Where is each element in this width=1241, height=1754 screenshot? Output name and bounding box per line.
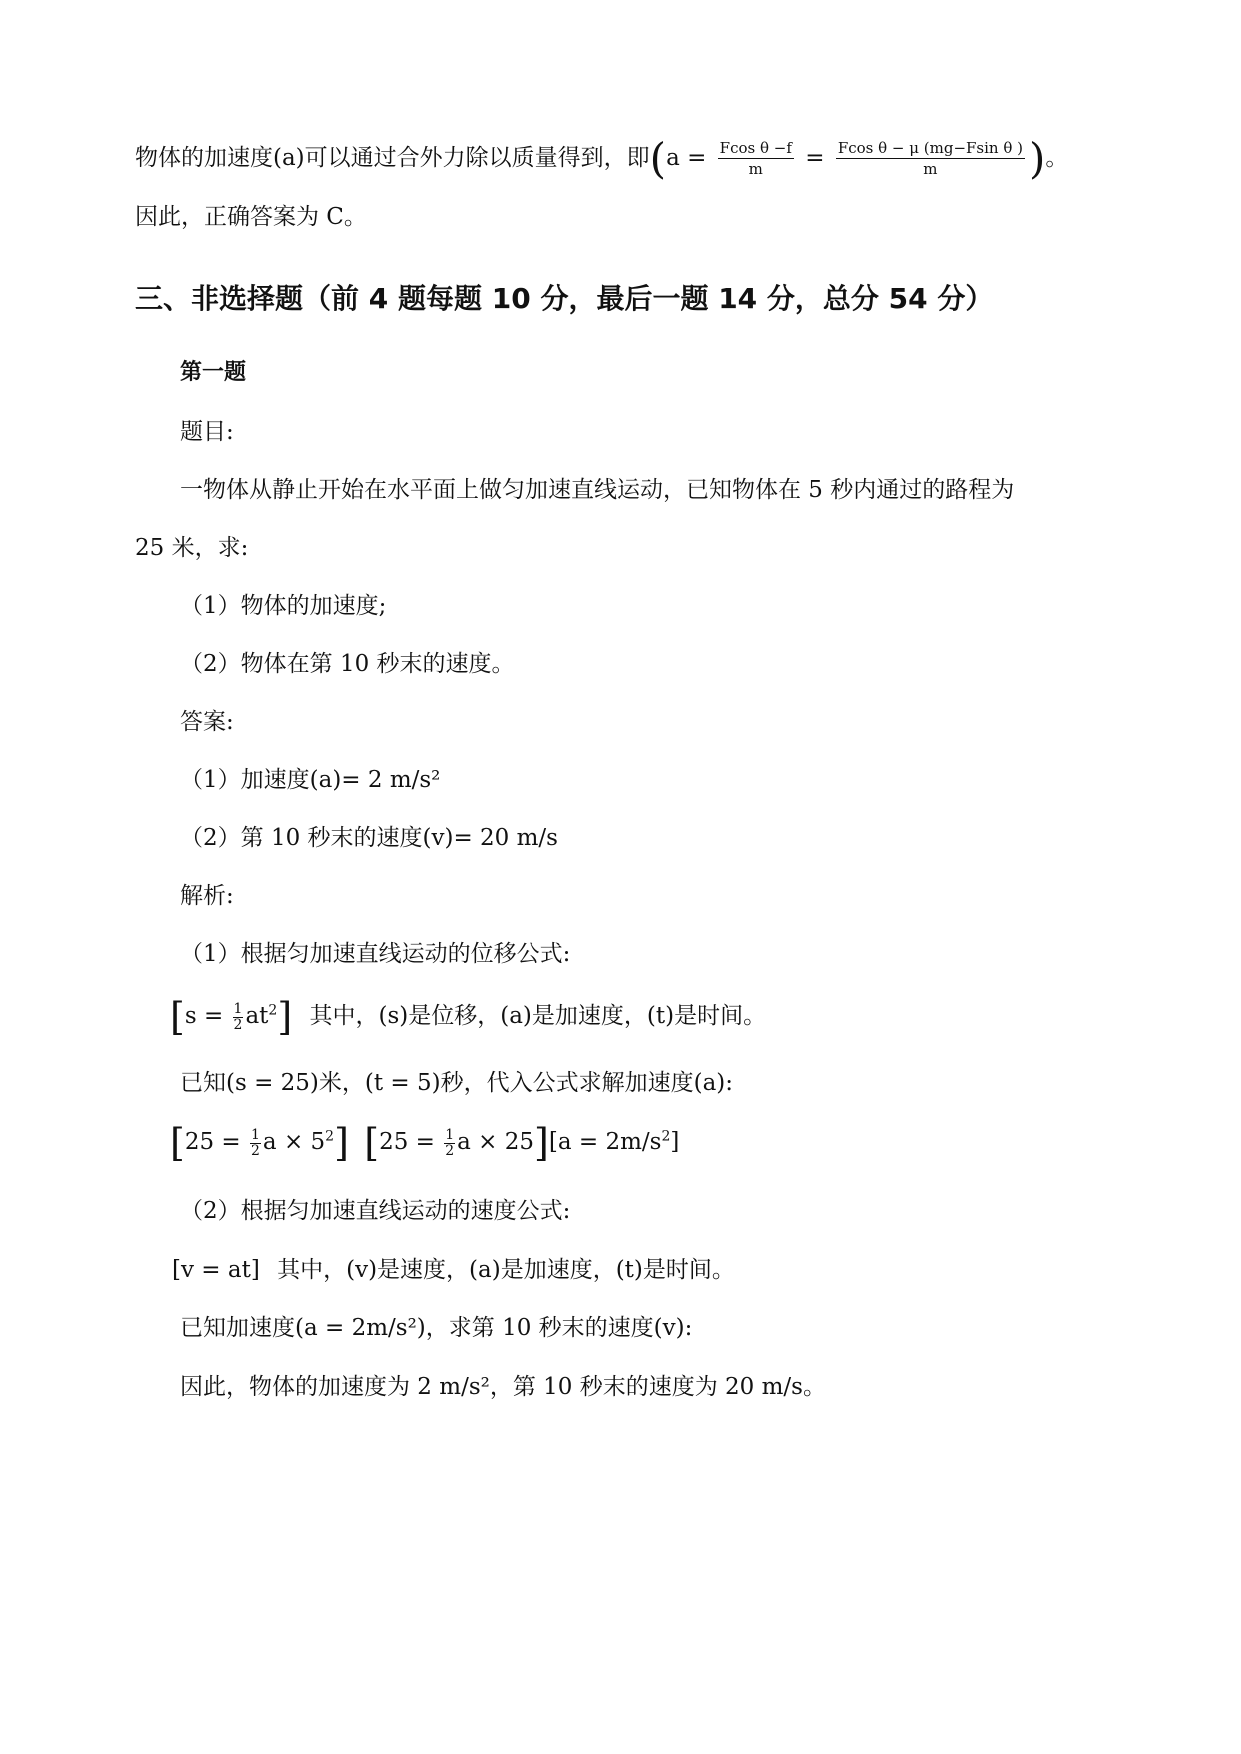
formula-velocity bbox=[172, 1259, 735, 1282]
label-analysis: 解析: bbox=[180, 883, 234, 909]
left-paren: ( bbox=[649, 134, 667, 183]
formula3-description: 其中，(v)是速度，(a)是加速度，(t)是时间。 bbox=[277, 1257, 735, 1283]
f2a-lhs: 25 = bbox=[184, 1129, 241, 1155]
fraction-2 bbox=[836, 141, 1025, 177]
f2c: [a = 2m/s bbox=[548, 1129, 662, 1155]
fraction-1 bbox=[718, 141, 794, 177]
para-acceleration-formula bbox=[135, 134, 1069, 183]
half-fraction bbox=[233, 1002, 244, 1032]
conclusion: 因此，物体的加速度为 2 m/s²，第 10 秒末的速度为 20 m/s。 bbox=[180, 1374, 826, 1400]
label-answer: 答案: bbox=[180, 709, 234, 735]
analysis-step-2: （2）根据匀加速直线运动的速度公式: bbox=[180, 1198, 571, 1224]
fraction-2-denominator: m bbox=[923, 160, 938, 178]
formula3: [v = at] bbox=[172, 1257, 260, 1283]
bracket-left: [ bbox=[170, 995, 185, 1039]
formula-substitution: [25 = $\frac{1}{2}$ $a \times 5^2$] [25 = $\frac{1}{2}$ $a \times 25][a = 2m/s^2]$ bbox=[170, 1121, 680, 1165]
known-values-1: 已知(s = 25)米，(t = 5)秒，代入公式求解加速度(a): bbox=[180, 1070, 734, 1096]
section-title: 三、非选择题（前 4 题每题 10 分，最后一题 14 分，总分 54 分） bbox=[135, 282, 994, 315]
question-title: 第一题 bbox=[180, 360, 247, 385]
f2a-rhs: a × 5 bbox=[262, 1129, 326, 1155]
fraction-1-numerator: Fcos θ −f bbox=[719, 139, 792, 157]
fraction-1-denominator: m bbox=[748, 160, 763, 178]
half-numerator: 1 bbox=[233, 1000, 243, 1017]
question-text-line1: 一物体从静止开始在水平面上做匀加速直线运动，已知物体在 5 秒内通过的路程为 bbox=[180, 477, 1015, 503]
formula1-lhs: s = bbox=[184, 1003, 224, 1029]
sub-question-1: （1）物体的加速度; bbox=[180, 593, 387, 619]
f2b-rhs: a × 25 bbox=[457, 1129, 535, 1155]
para-answer-c: 因此，正确答案为 C。 bbox=[135, 204, 367, 230]
bracket-left-2b: [ bbox=[364, 1121, 380, 1165]
formula1-rhs: at bbox=[245, 1003, 269, 1029]
half-fraction-2b: $\frac{1}{2}$ bbox=[445, 1126, 455, 1159]
a-equals: a = bbox=[666, 145, 707, 171]
para1-suffix: 。 bbox=[1045, 145, 1069, 171]
para1-prefix: 物体的加速度(a)可以通过合外力除以质量得到，即 bbox=[135, 145, 650, 171]
known-values-2: 已知加速度(a = 2m/s²)，求第 10 秒末的速度(v): bbox=[180, 1315, 693, 1341]
bracket-left-2a: [ bbox=[170, 1121, 185, 1165]
bracket-right-2b: ] bbox=[534, 1121, 549, 1165]
bracket-right: ] bbox=[277, 995, 293, 1039]
question-text-line2: 25 米，求: bbox=[135, 535, 249, 561]
formula1-description: 其中，(s)是位移，(a)是加速度，(t)是时间。 bbox=[309, 1003, 767, 1029]
f2c-end: ] bbox=[670, 1129, 680, 1155]
answer-2: （2）第 10 秒末的速度(v)= 20 m/s bbox=[180, 825, 558, 851]
bracket-right-2a: ] bbox=[334, 1121, 349, 1165]
fraction-2-numerator: Fcos θ − μ (mg−Fsin θ ) bbox=[837, 139, 1023, 157]
equals-sign: = bbox=[805, 145, 825, 171]
right-paren: ) bbox=[1029, 134, 1046, 183]
answer-1: （1）加速度(a)= 2 m/s² bbox=[180, 767, 441, 793]
half-denominator: 2 bbox=[233, 1016, 243, 1033]
half-fraction-2a: $\frac{1}{2}$ bbox=[251, 1126, 260, 1159]
f2b-lhs: 25 = bbox=[379, 1129, 435, 1155]
formula-displacement: [s = $\frac{1}{2}$ $at^2$] 其中，(s)是位移，(a)是加速度，(t)是时间。 bbox=[170, 995, 767, 1039]
label-question: 题目: bbox=[180, 419, 234, 445]
sub-question-2: （2）物体在第 10 秒末的速度。 bbox=[180, 651, 515, 677]
analysis-step-1: （1）根据匀加速直线运动的位移公式: bbox=[180, 941, 571, 967]
